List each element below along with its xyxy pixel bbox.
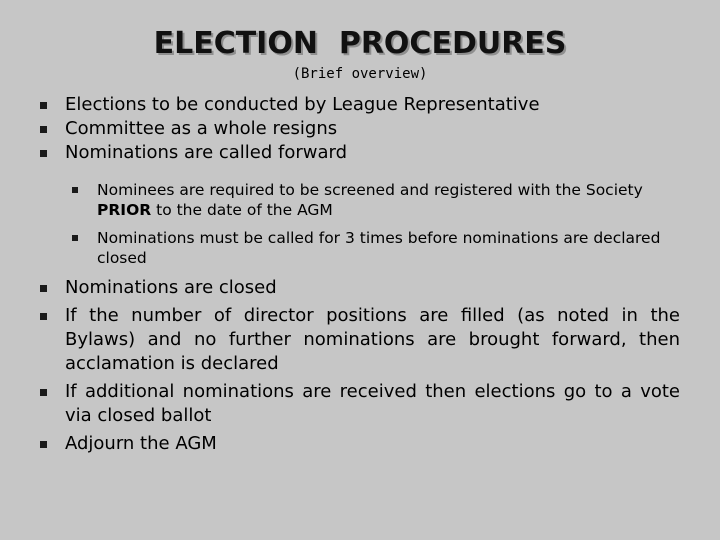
list-item bbox=[40, 304, 680, 376]
list-item bbox=[40, 380, 680, 428]
sub-bullet-text: Nominees are required to be screened and registered with the Society PRIOR to the date of the AGM bbox=[97, 181, 643, 219]
sub-bullet-text: Nominations must be called for 3 times before nominations are declared closed bbox=[97, 229, 661, 267]
square-bullet-icon bbox=[40, 150, 47, 157]
bullet-text: If additional nominations are received then elections go to a vote via closed ballot bbox=[65, 381, 680, 426]
sub-bullet-list bbox=[72, 180, 678, 276]
square-bullet-icon bbox=[72, 235, 78, 241]
square-bullet-icon bbox=[72, 187, 78, 193]
list-item bbox=[72, 180, 678, 220]
square-bullet-icon bbox=[40, 389, 47, 396]
bottom-bullet-list bbox=[40, 276, 680, 461]
bullet-text: Committee as a whole resigns bbox=[65, 118, 338, 139]
list-item bbox=[40, 141, 680, 165]
list-item bbox=[40, 93, 680, 117]
square-bullet-icon bbox=[40, 102, 47, 109]
list-item bbox=[40, 432, 680, 456]
bullet-text: Nominations are called forward bbox=[65, 142, 348, 163]
bullet-text: Elections to be conducted by League Representative bbox=[65, 94, 540, 115]
square-bullet-icon bbox=[40, 126, 47, 133]
top-bullet-list bbox=[40, 93, 680, 165]
square-bullet-icon bbox=[40, 313, 47, 320]
square-bullet-icon bbox=[40, 285, 47, 292]
bullet-text: Adjourn the AGM bbox=[65, 433, 217, 454]
list-item bbox=[40, 276, 680, 300]
list-item bbox=[72, 228, 678, 268]
list-item bbox=[40, 117, 680, 141]
slide-subtitle: (Brief overview) bbox=[292, 66, 428, 82]
slide-title: ELECTION PROCEDURES bbox=[153, 26, 567, 61]
bullet-text: Nominations are closed bbox=[65, 277, 277, 298]
bullet-text: If the number of director positions are filled (as noted in the Bylaws) and no further nominations are brought forward, then acclamation is declared bbox=[65, 305, 680, 374]
square-bullet-icon bbox=[40, 441, 47, 448]
